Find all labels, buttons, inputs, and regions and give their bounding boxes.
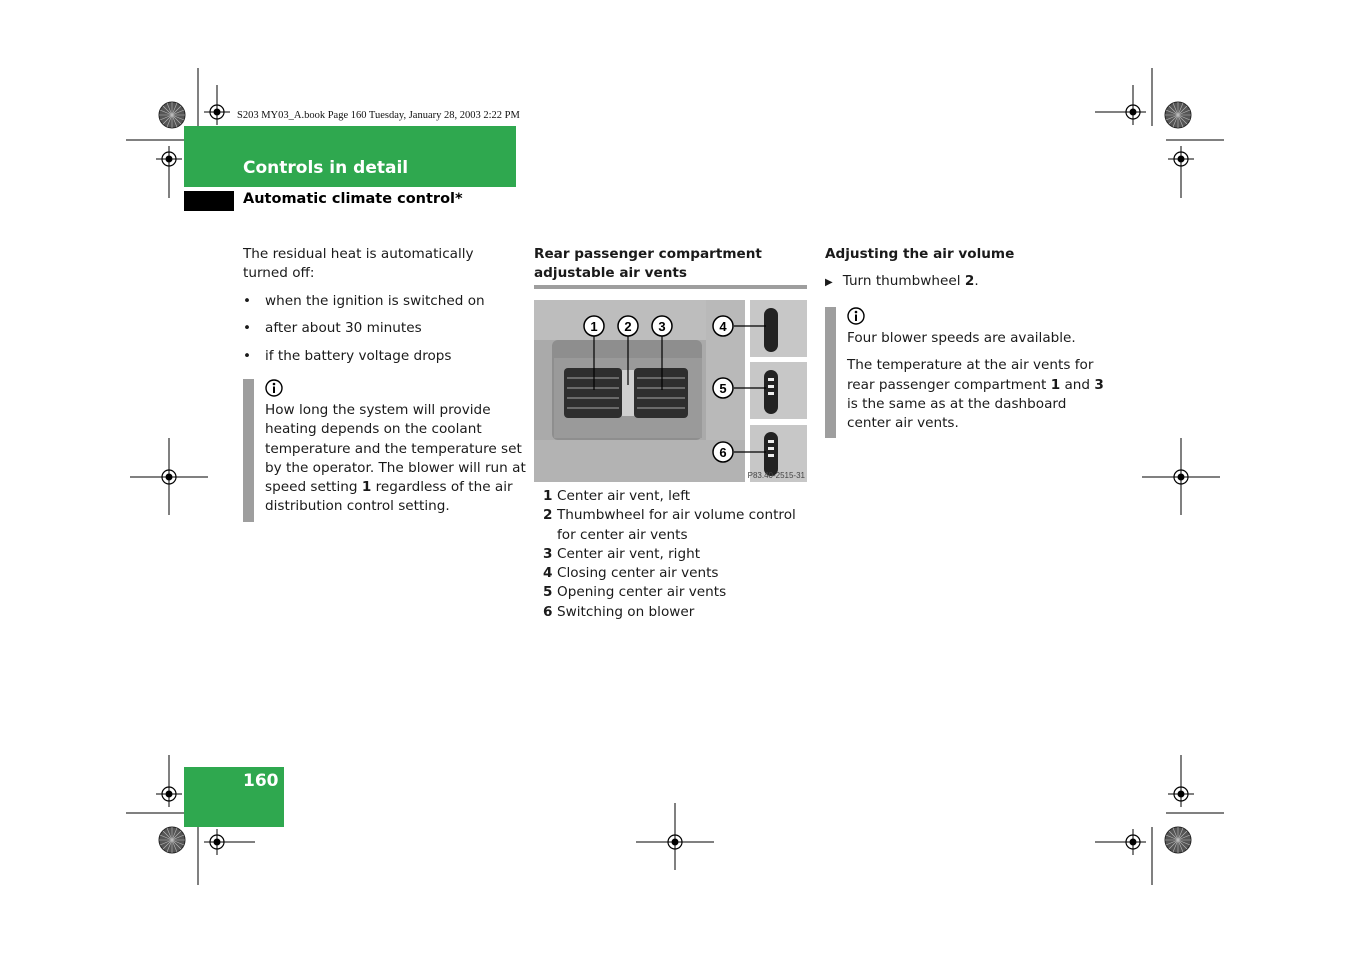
figure-legend	[543, 487, 808, 622]
callout-2: 2	[624, 319, 632, 334]
info-note	[825, 307, 1107, 438]
info-icon	[265, 379, 283, 397]
figure-heading: Rear passenger compartment adjustable air vents	[534, 246, 762, 282]
legend-item: 1 Center air vent, left	[543, 488, 691, 504]
callout-1: 1	[590, 319, 598, 334]
info-text: Four blower speeds are available.	[847, 330, 1076, 346]
legend-item: 5 Opening center air vents	[543, 584, 727, 601]
procedure-step: ▶ Turn thumbwheel 2.	[825, 273, 979, 289]
figure-code: P83.40-2515-31	[747, 471, 805, 480]
callout-3: 3	[658, 319, 666, 334]
info-icon	[847, 307, 865, 325]
info-text: The temperature at the air vents for rear passenger compartment 1 and 3 is the same as at the dashboard center air vents.	[847, 357, 1104, 432]
heading-rule	[534, 285, 807, 289]
legend-item: 4 Closing center air vents	[543, 565, 719, 582]
file-info: S203 MY03_A.book Page 160 Tuesday, January 28, 2003 2:22 PM	[237, 110, 520, 121]
air-vents-figure	[534, 300, 807, 482]
procedure-heading: Adjusting the air volume	[825, 246, 1015, 262]
list-item: • after about 30 minutes	[243, 319, 513, 338]
section-title: Controls in detail	[243, 158, 409, 178]
step-arrow-icon: ▶	[825, 277, 833, 288]
subsection-title: Automatic climate control*	[243, 191, 463, 207]
info-text: How long the system will provide heating depends on the coolant temperature and the temperature set by the operator. The blower will run at speed setting 1 regardless of the air distribution control setting.	[265, 402, 526, 515]
column-1	[243, 245, 513, 374]
info-note	[243, 379, 527, 522]
callout-4: 4	[719, 319, 727, 334]
bullet-list	[243, 292, 513, 366]
callout-5: 5	[719, 381, 727, 396]
list-item: • when the ignition is switched on	[243, 292, 513, 311]
page-number: 160	[243, 771, 279, 791]
list-item: • if the battery voltage drops	[243, 347, 513, 366]
legend-item: 2 Thumbwheel for air volume control for center air vents	[543, 507, 796, 543]
intro-text: The residual heat is automatically turned off:	[243, 246, 474, 282]
subsection-marker	[184, 191, 234, 211]
legend-item: 6 Switching on blower	[543, 603, 695, 620]
legend-item: 3 Center air vent, right	[543, 545, 701, 562]
callout-6: 6	[719, 445, 727, 460]
